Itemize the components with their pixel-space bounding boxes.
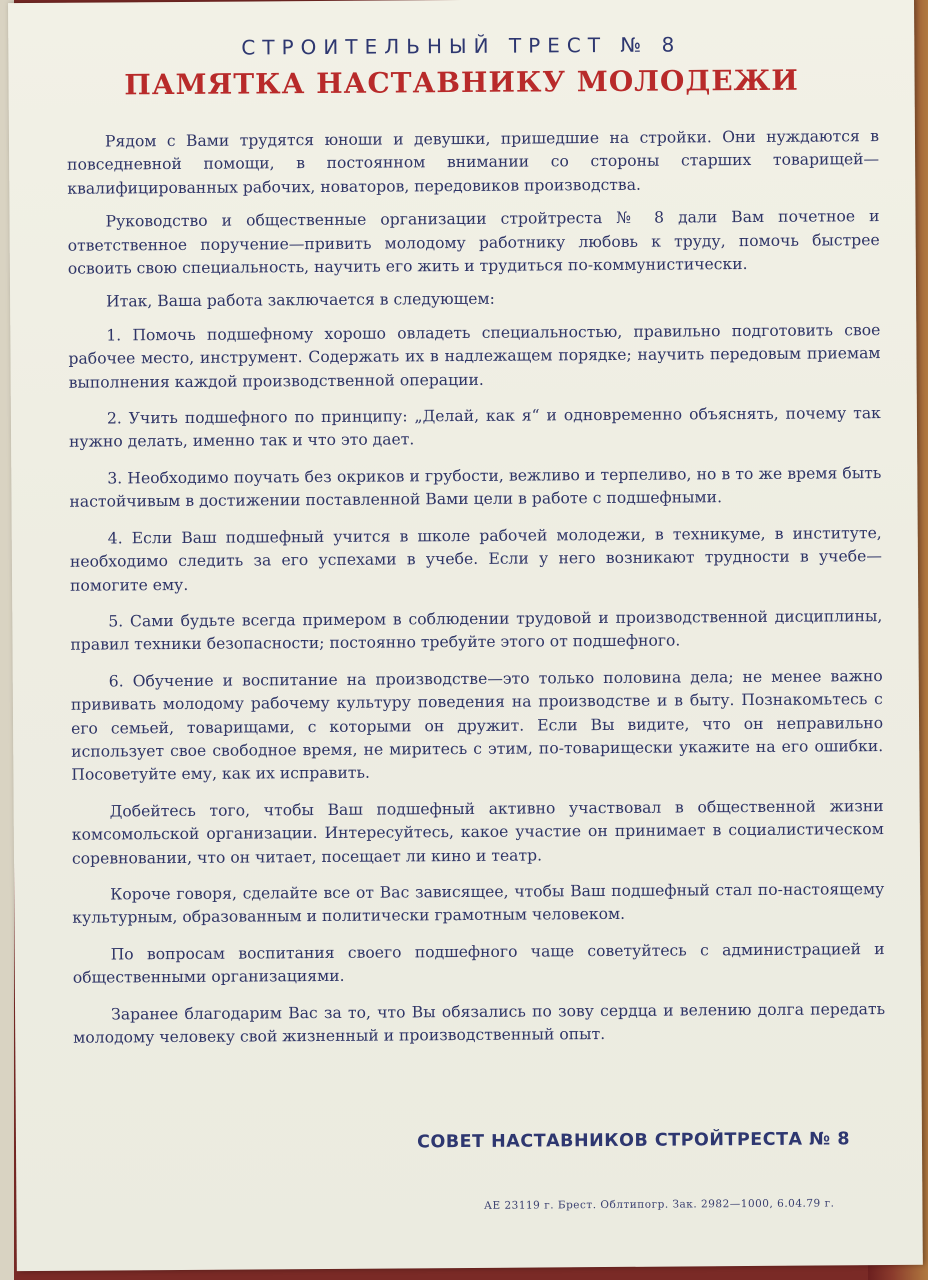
duty-item-5: 5. Сами будьте всегда примером в соблюдении трудовой и производственной дисциплины, правил техники безопасности; постоянно требуйте этого от подшефного. — [70, 606, 883, 655]
organization-header: СТРОИТЕЛЬНЫЙ ТРЕСТ № 8 — [241, 32, 682, 60]
document-sheet — [8, 0, 923, 1271]
paragraph-intro: Рядом с Вами трудятся юноши и девушки, пришедшие на стройки. Они нуждаются в повседневной помощи, в постоянном внимании со стороны старших товарищей—квалифицированных рабочих, новаторов, передовиков производства. — [67, 127, 880, 198]
paragraph-social-life: Добейтесь того, чтобы Ваш подшефный активно участвовал в общественной жизни комсомольской организации. Интересуйтесь, какое участие он принимает в социалистическом соревновании, что он читает, посещает ли кино и театр. — [71, 796, 884, 868]
duty-item-1: 1. Помочь подшефному хорошо овладеть специальностью, правильно подготовить свое рабочее место, инструмент. Содержать их в надлежащем порядке; научить передовым приемам выполнения каждой производственной операции. — [68, 320, 881, 392]
paragraph-assignment: Руководство и общественные организации стройтреста № 8 дали Вам почетное и ответственное поручение—привить молодому работнику любовь к труду, помочь быстрее освоить свою специальность, научить его жить и трудиться по-коммунистически. — [67, 207, 880, 278]
document-body — [67, 125, 885, 1050]
paragraph-consult: По вопросам воспитания своего подшефного чаще советуйтесь с администрацией и общественными организациями. — [72, 939, 885, 987]
duty-item-6: 6. Обучение и воспитание на производстве—это только половина дела; не менее важно прививать молодому рабочему культуру поведения на производстве и в быту. Познакомьтесь с его семьей, товарищами, с которыми он дружит. Если Вы видите, что он неправильно использует свое свободное время, не миритесь с этим, по-товарищески укажите на его ошибки. Посоветуйте ему, как их исправить. — [70, 666, 884, 785]
paragraph-duties-lead: Итак, Ваша работа заключается в следующем: — [106, 290, 495, 311]
print-imprint: АЕ 23119 г. Брест. Облтипогр. Зак. 2982—1000, 6.04.79 г. — [483, 1197, 835, 1212]
paragraph-summary: Короче говоря, сделайте все от Вас зависящее, чтобы Ваш подшефный стал по-настоящему культурным, образованным и политически грамотным человеком. — [72, 880, 885, 928]
duty-item-2: 2. Учить подшефного по принципу: „Делай, как я“ и одновременно объяснять, почему так нужно делать, именно так и что это дает. — [69, 404, 881, 452]
signature: СОВЕТ НАСТАВНИКОВ СТРОЙТРЕСТА № 8 — [417, 1129, 851, 1153]
duty-item-3: 3. Необходимо поучать без окриков и грубости, вежливо и терпеливо, но в то же время быть настойчивым в достижении поставленной Вами цели в работе с подшефными. — [69, 463, 882, 512]
duty-item-4: 4. Если Ваш подшефный учится в школе рабочей молодежи, в техникуме, в институте, необходимо следить за его успехами в учебе. Если у него возникают трудности в учебе—помогите ему. — [69, 523, 882, 595]
document-title: ПАМЯТКА НАСТАВНИКУ МОЛОДЕЖИ — [124, 63, 799, 102]
paragraph-thanks: Заранее благодарим Вас за то, что Вы обязались по зову сердца и велению долга передать молодому человеку свой жизненный и производственный опыт. — [73, 999, 886, 1047]
